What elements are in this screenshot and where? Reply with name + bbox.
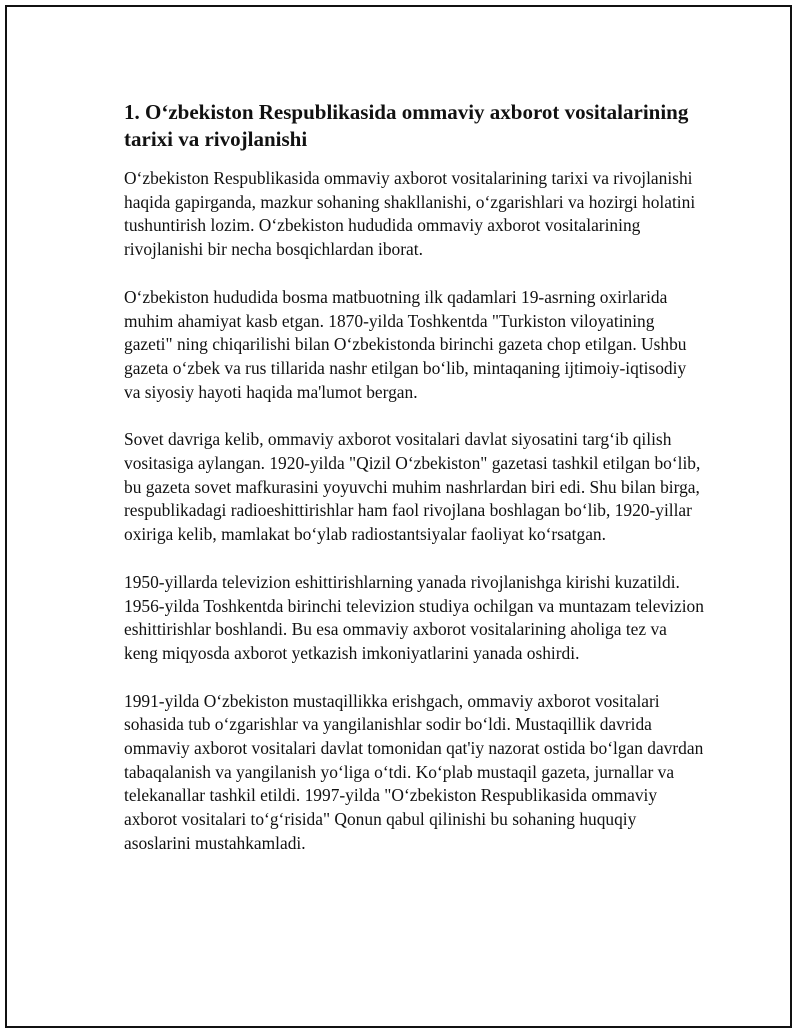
paragraph-television: 1950-yillarda televizion eshittirishlarning yanada rivojlanishga kirishi kuzatildi. 1956-yilda Toshkentda birinchi televizion studiya ochilgan va muntazam televizion eshittirishlar boshlandi. Bu esa ommaviy axborot vositalarining aholiga tez va keng miqyosda axborot yetkazish imkoniyatlarini yanada oshirdi. [124, 571, 704, 663]
section-heading: 1. O‘zbekiston Respublikasida ommaviy axborot vositalarining tarixi va rivojlanishi [124, 100, 689, 151]
paragraph-print-press: O‘zbekiston hududida bosma matbuotning ilk qadamlari 19-asrning oxirlarida muhim ahamiyat kasb etgan. 1870-yilda Toshkentda "Turkiston viloyatining gazeti" ning chiqarilishi bilan O‘zbekistonda birinchi gazeta chop etilgan. Ushbu gazeta o‘zbek va rus tillarida nashr etilgan bo‘lib, mintaqaning ijtimoiy-iqtisodiy va siyosiy hayoti haqida ma'lumot bergan. [124, 286, 687, 402]
paragraph-soviet-era: Sovet davriga kelib, ommaviy axborot vositalari davlat siyosatini targ‘ib qilish vositasiga aylangan. 1920-yilda "Qizil O‘zbekiston" gazetasi tashkil etilgan bo‘lib, bu gazeta sovet mafkurasini yoyuvchi muhim nashrlardan biri edi. Shu bilan birga, respublikadagi radioeshittirishlar ham faol rivojlana boshlagan bo‘lib, 1920-yillar oxiriga kelib, mamlakat bo‘ylab radiostantsiyalar faoliyat ko‘rsatgan. [124, 429, 701, 545]
paragraph-intro: O‘zbekiston Respublikasida ommaviy axborot vositalarining tarixi va rivojlanishi haqida gapirganda, mazkur sohaning shakllanishi, o‘zgarishlari va hozirgi holatini tushuntirish lozim. O‘zbekiston hududida ommaviy axborot vositalarining rivojlanishi bir necha bosqichlardan iborat. [124, 168, 696, 260]
paragraph-independence: 1991-yilda O‘zbekiston mustaqillikka erishgach, ommaviy axborot vositalari sohasida tub o‘zgarishlar va yangilanishlar sodir bo‘ldi. Mustaqillik davrida ommaviy axborot vositalari davlat tomonidan qat'iy nazorat ostida bo‘lgan davrdan tabaqalanish va yangilanish yo‘liga o‘tdi. Ko‘plab mustaqil gazeta, jurnallar va telekanallar tashkil etildi. 1997-yilda "O‘zbekiston Respublikasida ommaviy axborot vositalari to‘g‘risida" Qonun qabul qilinishi bu sohaning huquqiy asoslarini mustahkamladi. [124, 690, 704, 853]
document-body [124, 99, 704, 880]
page-frame [5, 5, 792, 1028]
